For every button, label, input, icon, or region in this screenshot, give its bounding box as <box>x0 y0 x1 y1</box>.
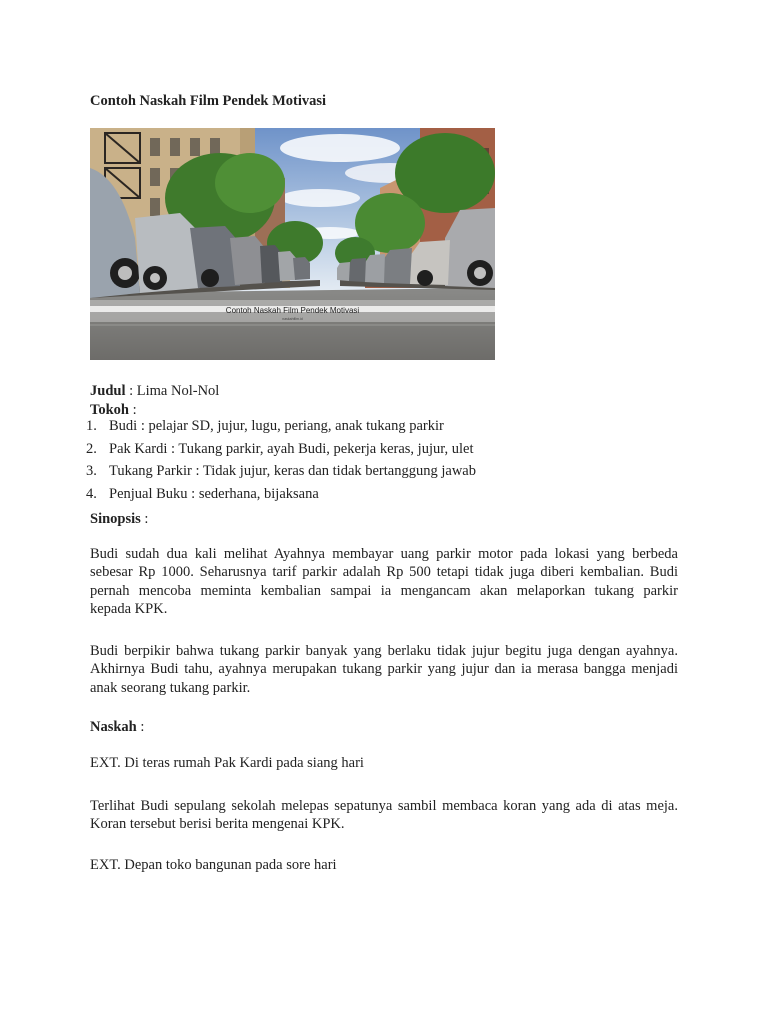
judul-line <box>90 383 219 400</box>
list-item: 4. Penjual Buku : sederhana, bijaksana <box>86 486 319 503</box>
judul-label: Judul <box>90 383 126 399</box>
sinopsis-paragraph-2: Budi berpikir bahwa tukang parkir banyak yang berlaku tidak jujur begitu juga dengan ayahnya. Akhirnya Budi tahu, ayahnya merupakan tukang parkir yang jujur dan ia merasa bangga menjadi anak seorang tukang parkir. <box>90 643 678 696</box>
street-photo <box>90 128 495 360</box>
tokoh-label: Tokoh <box>90 402 129 418</box>
scene-1-action: Terlihat Budi sepulang sekolah melepas sepatunya sambil membaca koran yang ada di atas meja. Koran tersebut berisi berita mengenai KPK. <box>90 798 678 833</box>
tokoh-line <box>90 402 137 419</box>
tokoh-list <box>86 418 476 509</box>
naskah-label: Naskah <box>90 719 137 735</box>
photo-watermark: naskahfilm.id <box>282 317 303 321</box>
list-item: 1. Budi : pelajar SD, jujur, lugu, periang, anak tukang parkir <box>86 418 444 434</box>
tokoh-sep: : <box>128 402 137 418</box>
naskah-sep: : <box>136 719 145 735</box>
document-title: Contoh Naskah Film Pendek Motivasi <box>90 93 327 109</box>
judul-value: : Lima Nol-Nol <box>125 383 220 399</box>
naskah-heading <box>90 719 144 736</box>
sinopsis-heading <box>90 511 148 528</box>
list-item: 3. Tukang Parkir : Tidak jujur, keras dan tidak bertanggung jawab <box>86 463 476 480</box>
sinopsis-sep: : <box>140 511 149 527</box>
sinopsis-paragraph-1: Budi sudah dua kali melihat Ayahnya membayar uang parkir motor pada lokasi yang berbeda sebesar Rp 1000. Seharusnya tarif parkir adalah Rp 500 tetapi tidak juga diberi kembalian. Budi pernah mencoba meminta kembalian sampai ia mengancam akan melaporkan tukang parkir kepada KPK. <box>90 546 678 617</box>
photo-caption: Contoh Naskah Film Pendek Motivasi <box>225 306 360 315</box>
scene-1-heading: EXT. Di teras rumah Pak Kardi pada siang hari <box>90 755 364 771</box>
list-item: 2. Pak Kardi : Tukang parkir, ayah Budi, pekerja keras, jujur, ulet <box>86 440 474 457</box>
scene-2-heading: EXT. Depan toko bangunan pada sore hari <box>90 857 337 873</box>
sinopsis-label: Sinopsis <box>90 511 141 527</box>
